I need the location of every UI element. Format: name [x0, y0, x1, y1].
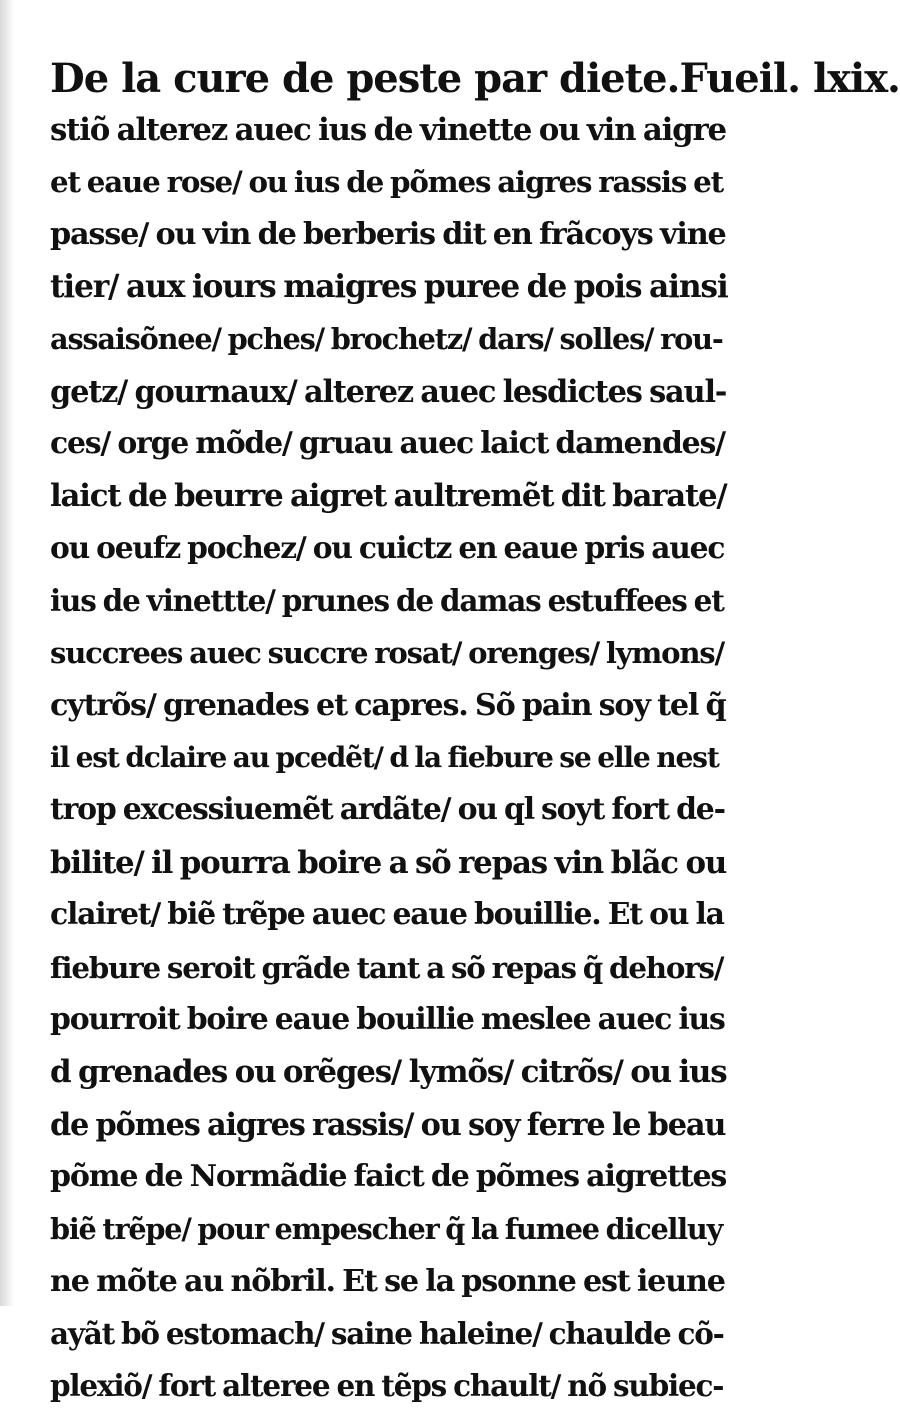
text-line: getz/ gournaux/ alterez auec lesdictes saul- — [50, 373, 727, 410]
running-title: De la cure de peste par diete. — [50, 54, 680, 102]
text-line: laict de beurre aigret aultremẽt dit barate/ — [50, 478, 727, 515]
text-line: clairet/ biẽ trẽpe auec eaue bouillie. Et ou la — [50, 897, 724, 933]
text-line: cytrõs/ grenades et capres. Sõ pain soy tel q̃ — [50, 687, 726, 723]
text-line: fiebure seroit grãde tant a sõ repas q̃ dehors/ — [50, 949, 724, 985]
running-header — [50, 50, 900, 106]
text-line: pourroit boire eaue bouillie meslee auec ius — [50, 1001, 725, 1037]
text-line: d grenades ou orẽges/ lymõs/ citrõs/ ou ius — [50, 1054, 727, 1091]
text-line: passe/ ou vin de berberis dit en frãcoys vine — [50, 216, 726, 252]
text-line: stiõ alterez auec ius de vinette ou vin aigre — [50, 112, 726, 148]
text-line: ayãt bõ estomach/ saine haleine/ chaulde cõ- — [50, 1315, 724, 1351]
text-line: assaisõnee/ pches/ brochetz/ dars/ solles/ rou- — [50, 322, 723, 357]
text-line: ces/ orge mõde/ gruau auec laict damendes/ — [50, 426, 725, 462]
text-line: ne mõte au nõbril. Et se la psonne est ieune — [50, 1263, 725, 1299]
text-line: et eaue rose/ ou ius de põmes aigres rassis et — [50, 164, 723, 200]
text-line: succrees auec succre rosat/ orenges/ lymons/ — [50, 636, 724, 671]
text-line: bilite/ il pourra boire a sõ repas vin blãc ou — [50, 844, 727, 881]
text-line: ius de vinettte/ prunes de damas estuffees et — [50, 583, 724, 619]
body-text — [50, 104, 740, 1413]
text-line: tier/ aux iours maigres puree de pois ainsi — [50, 269, 728, 306]
folio-number: Fueil. lxix. — [679, 54, 900, 102]
text-line: trop excessiuemẽt ardãte/ ou ql soyt fort de- — [50, 792, 725, 828]
text-line: põme de Normãdie faict de põmes aigrettes — [50, 1158, 727, 1194]
text-line: ou oeufz pochez/ ou cuictz en eaue pris auec — [50, 530, 725, 566]
text-line: de põmes aigres rassis/ ou soy ferre le beau — [50, 1106, 726, 1143]
text-line: il est dclaire au pcedẽt/ d la fiebure se elle nest — [50, 741, 719, 775]
text-line: biẽ trẽpe/ pour empescher q̃ la fumee dicelluy — [50, 1212, 723, 1247]
text-line: plexiõ/ fort alteree en tẽps chault/ nõ subiec- — [50, 1368, 724, 1404]
